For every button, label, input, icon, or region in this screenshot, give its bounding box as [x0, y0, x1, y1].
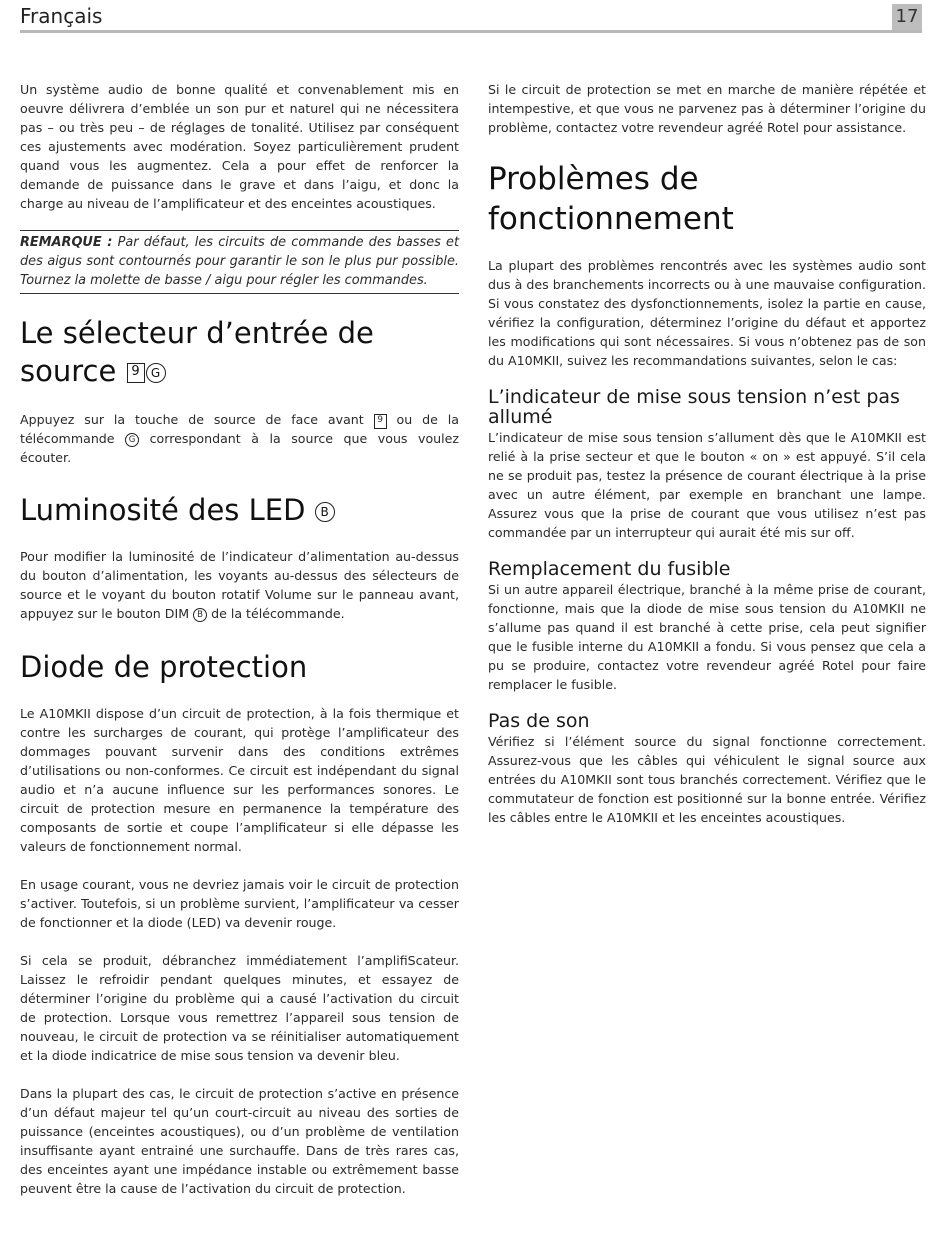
- source-selector-heading: [20, 314, 400, 390]
- note-paragraph: [20, 233, 459, 290]
- protection-paragraph-1: Le A10MKII dispose d’un circuit de protection, à la fois thermique et contre les surcharges de courant, qui protège l’amplificateur des dommages pouvant survenir dans des conditions extrêmes d’utilisations ou non-conformes. Ce circuit est indépendant du signal audio et n’a aucune influence sur les performances sonores. Le circuit de protection mesure en permanence la température des composants de sortie et coupe l’amplificateur si elle dépasse les valeurs de fonctionnement normal.: [20, 706, 459, 854]
- protection-paragraph-3: Si cela se produit, débranchez immédiatement l’amplifiScateur. Laissez le refroidir pendant quelques minutes, et essayez de déterminer l’origine du problème qui a causé l’activation du circuit de protection. Lorsque vous remettrez l’appareil sous tension de nouveau, le circuit de protection va se réinitialiser automatiquement et la diode indicatrice de mise sous tension va devenir bleu.: [20, 953, 459, 1063]
- led-brightness-heading: [20, 491, 459, 529]
- right-column: [488, 80, 926, 827]
- led-text-2: de la télécommande.: [211, 606, 345, 621]
- led-brightness-paragraph: [20, 547, 459, 623]
- led-brightness-title: Luminosité des LED: [20, 493, 306, 527]
- no-sound-heading: Pas de son: [488, 710, 590, 732]
- protection-paragraph-2: En usage courant, vous ne devriez jamais voir le circuit de protection s’activer. Toutefois, si un problème survient, l’amplificateur va cesser de fonctionner et la diode (LED) va devenir rouge.: [20, 877, 459, 930]
- note-box: [20, 230, 459, 294]
- remote-key-b-small-icon: B: [193, 608, 207, 622]
- troubleshooting-heading: Problèmes de fonctionnement: [488, 161, 734, 237]
- remote-key-b-icon: B: [315, 502, 335, 522]
- fuse-replacement-paragraph: Si un autre appareil électrique, branché à la même prise de courant, fonctionne, mais que la diode de mise sous tension du A10MKII ne s’allume pas quand il est branché à cette prise, cela peut signifier que le fusible interne du A10MKII a fondu. Si vous pensez que cela a pu se produire, contactez votre revendeur agréé Rotel pour faire remplacer le fusible.: [488, 582, 926, 692]
- source-text-3: correspondant à la source que vous voulez écouter.: [20, 431, 459, 465]
- power-indicator-paragraph: L’indicateur de mise sous tension s’allument dès que le A10MKII est relié à la prise secteur et que le bouton « on » est appuyé. S’il cela ne se produit pas, testez la présence de courant électrique à la prise avec un autre élément, par exemple en branchant une lampe. Assurez vous que la prise de courant que vous utilisez n’est pas commandée par un interrupteur qui aurait été mis sur off.: [488, 430, 926, 540]
- led-text-1: Pour modifier la luminosité de l’indicateur d’alimentation au-dessus du bouton d’alimentation, les voyants au-dessus des sélecteurs de source et le voyant du bouton rotatif Volume sur le panneau avant, appuyez sur le bouton DIM: [20, 549, 459, 621]
- language-label: Français: [20, 4, 103, 28]
- power-indicator-heading: L’indicateur de mise sous tension n’est pas allumé: [488, 386, 900, 428]
- front-key-9-icon: 9: [127, 363, 145, 383]
- no-sound-paragraph: Vérifiez si l’élément source du signal fonctionne correctement. Assurez-vous que les câbles qui véhiculent le signal source aux entrées du A10MKII sont tous branchés correctement. Vérifiez que le commutateur de fonction est positionné sur la bonne entrée. Vérifiez les câbles entre le A10MKII et les enceintes acoustiques.: [488, 734, 926, 825]
- note-label: REMARQUE :: [20, 235, 113, 250]
- page-header: [20, 4, 922, 33]
- source-selector-title: Le sélecteur d’entrée de source: [20, 316, 374, 388]
- protection-contact-paragraph: Si le circuit de protection se met en marche de manière répétée et intempestive, et que vous ne parvenez pas à déterminer l’origine du problème, contactez votre revendeur agréé Rotel pour assistance.: [488, 82, 926, 135]
- troubleshooting-intro-paragraph: La plupart des problèmes rencontrés avec les systèmes audio sont dus à des branchements incorrects ou à une mauvaise configuration. Si vous constatez des dysfonctionnements, isolez la partie en cause, vérifiez la configuration, déterminez l’origine du défaut et apportez les modifications qui sont nécessaires. Si vous n’obtenez pas de son du A10MKII, suivez les recommandations suivantes, selon le cas:: [488, 258, 926, 368]
- source-text-1: Appuyez sur la touche de source de face avant: [20, 412, 364, 427]
- fuse-replacement-heading: Remplacement du fusible: [488, 558, 731, 580]
- remote-key-g-icon: G: [146, 363, 166, 383]
- protection-paragraph-4: Dans la plupart des cas, le circuit de protection s’active en présence d’un défaut majeur tel qu’un court-circuit au niveau des sorties de puissance (enceintes acoustiques), ou d’un problème de ventilation insuffisante ayant entrainé une surchauffe. Dans de très rares cas, des enceintes ayant une impédance instable ou extrêmement basse peuvent être la cause de l’activation du circuit de protection.: [20, 1086, 459, 1196]
- protection-diode-heading: Diode de protection: [20, 650, 308, 684]
- front-key-9-small-icon: 9: [374, 414, 387, 429]
- left-column: [20, 80, 459, 1198]
- remote-key-g-small-icon: G: [125, 433, 139, 447]
- source-text-2: ou de la télécommande: [20, 412, 459, 446]
- tone-intro-paragraph: Un système audio de bonne qualité et convenablement mis en oeuvre délivrera d’emblée un son pur et naturel qui ne nécessitera pas – ou très peu – de réglages de tonalité. Utilisez par conséquent ces ajustements avec modération. Soyez particulièrement prudent quand vous les augmentez. Cela a pour effet de renforcer la demande de puissance dans le grave et dans l’aigu, et donc la charge au niveau de l’amplificateur et des enceintes acoustiques.: [20, 82, 459, 211]
- source-selector-paragraph: [20, 410, 459, 467]
- page-number: 17: [892, 4, 922, 30]
- note-text: Par défaut, les circuits de commande des basses et des aigus sont contournés pour garantir le son le plus pur possible. Tournez la molette de basse / aigu pour régler les commandes.: [20, 235, 459, 288]
